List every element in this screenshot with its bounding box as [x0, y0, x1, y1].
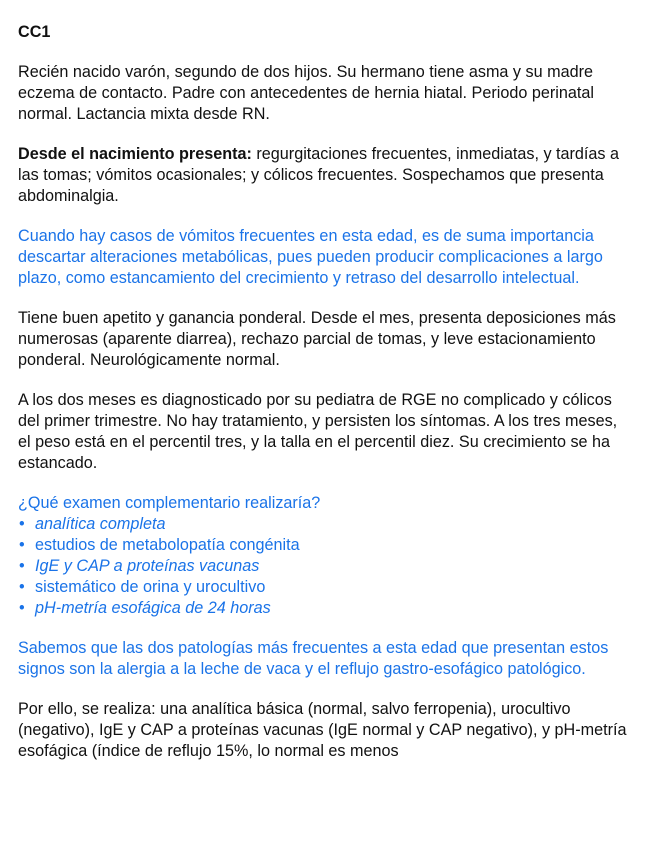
symptoms-text: regurgitaciones frecuentes, inmediatas, y tardías a las tomas; vómitos ocasionales; y cólicos frecuentes. Sospechamos que presenta abdominalgia. [18, 145, 620, 205]
case-title: CC1 [18, 23, 51, 41]
symptoms-paragraph [18, 144, 628, 207]
bullet: • [19, 557, 25, 575]
bullet: • [19, 536, 25, 554]
metabolic-note: Cuando hay casos de vómitos frecuentes en esta edad, es de suma importancia descartar alteraciones metabólicas, pues pueden producir complicaciones a largo plazo, como estancamiento del crecimiento y retraso del desarrollo intelectual. [18, 227, 603, 287]
patient-history-paragraph: Recién nacido varón, segundo de dos hijos. Su hermano tiene asma y su madre eczema de contacto. Padre con antecedentes de hernia hiatal. Periodo perinatal normal. Lactancia mixta desde RN. [18, 63, 594, 123]
bullet: • [19, 578, 25, 596]
tests-paragraph: Por ello, se realiza: una analítica básica (normal, salvo ferropenia), urocultivo (negativo), IgE y CAP a proteínas vacunas (IgE normal y CAP negativo), y pH-metría esofágica (índice de reflujo 15%, lo normal es menos [18, 700, 627, 760]
symptoms-lead: Desde el nacimiento presenta: [18, 145, 252, 163]
evolution-paragraph: Tiene buen apetito y ganancia ponderal. Desde el mes, presenta deposiciones más numerosas (aparente diarrea), rechazo parcial de tomas, y leve estacionamiento ponderal. Neurológicamente normal. [18, 309, 616, 369]
bullet: • [19, 515, 25, 533]
list-item: • pH-metría esofágica de 24 horas [19, 599, 271, 617]
options-list [18, 514, 628, 619]
list-item: • analítica completa [19, 515, 166, 533]
pathology-note: Sabemos que las dos patologías más frecuentes a esta edad que presentan estos signos son la alergia a la leche de vaca y el reflujo gastro-esofágico patológico. [18, 639, 609, 678]
question-block [18, 493, 628, 619]
list-item: • sistemático de orina y urocultivo [19, 578, 266, 596]
list-item: • IgE y CAP a proteínas vacunas [19, 557, 260, 575]
question-text: ¿Qué examen complementario realizaría? [18, 494, 321, 512]
diagnosis-paragraph: A los dos meses es diagnosticado por su pediatra de RGE no complicado y cólicos del primer trimestre. No hay tratamiento, y persisten los síntomas. A los tres meses, el peso está en el percentil tres, y la talla en el percentil diez. Su crecimiento se ha estancado. [18, 391, 618, 472]
bullet: • [19, 599, 25, 617]
list-item: • estudios de metabolopatía congénita [19, 536, 300, 554]
